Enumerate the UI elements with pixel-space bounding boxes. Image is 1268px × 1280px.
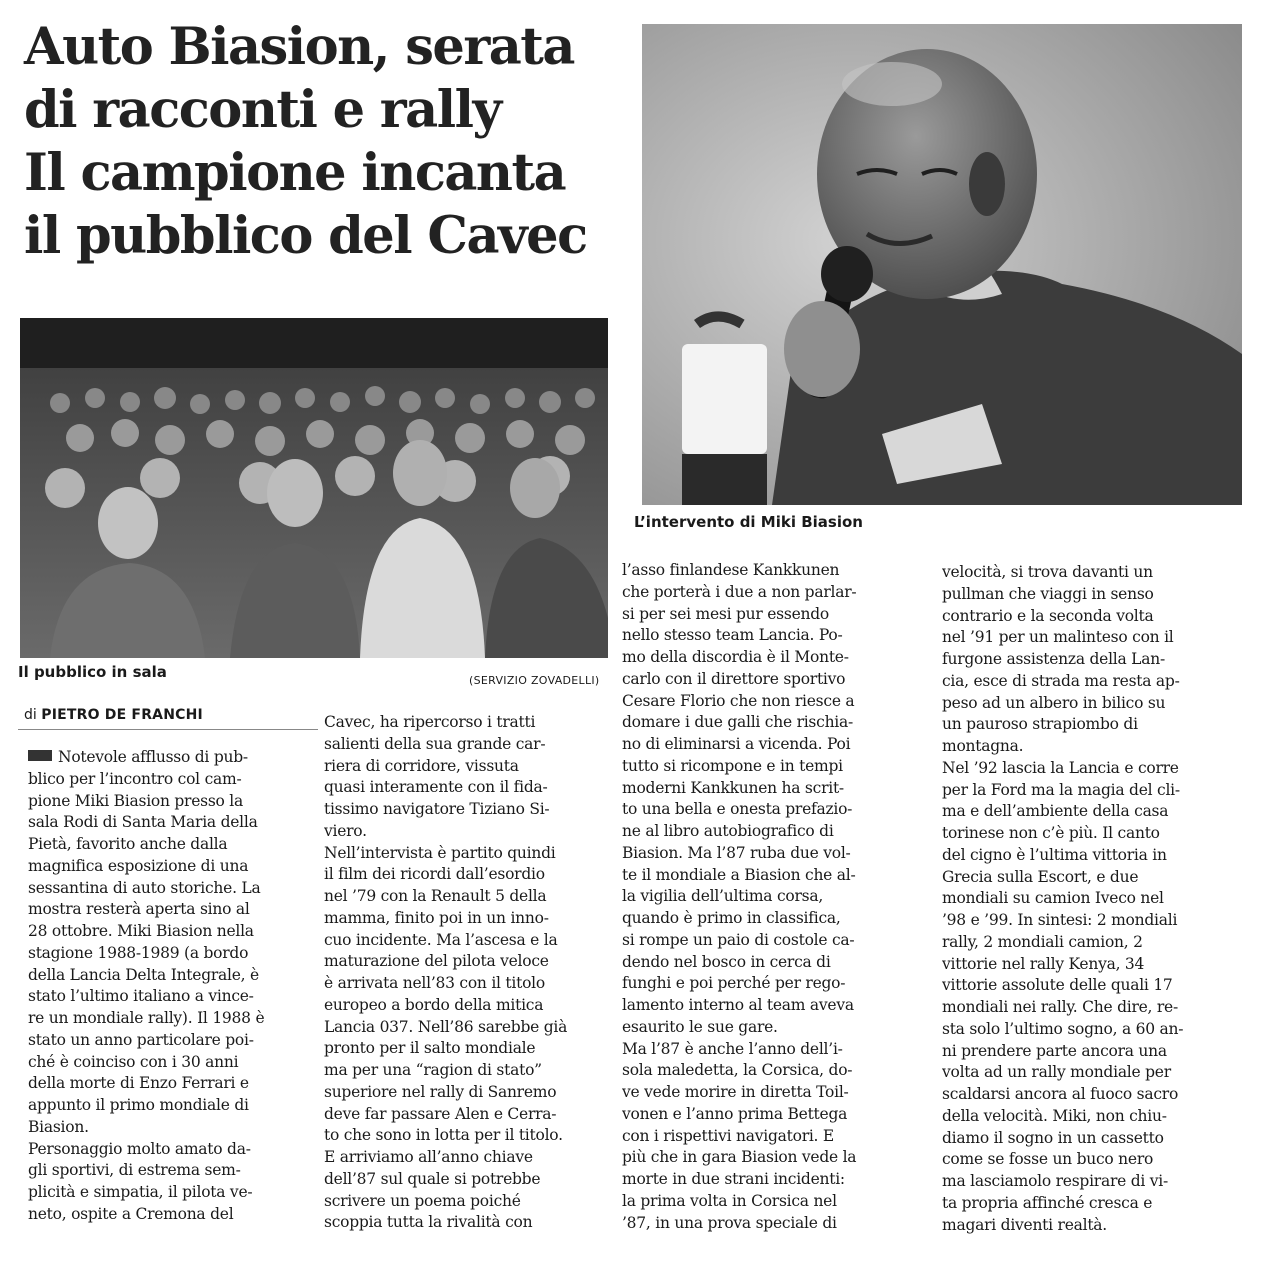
article-line: velocità, si trova davanti un <box>942 563 1153 581</box>
article-line: magari diventi realtà. <box>942 1215 1107 1234</box>
byline <box>24 707 203 723</box>
article-line: che porterà i due a non parlar- <box>622 582 857 601</box>
article-line: stato l’ultimo italiano a vince- <box>28 987 254 1006</box>
article-line: volta ad un rally mondiale per <box>942 1063 1171 1082</box>
article-line: come se fosse un buco nero <box>942 1150 1154 1169</box>
article-line: la vigilia dell’ultima corsa, <box>622 887 824 906</box>
article-line-text: Notevole afflusso di pub- <box>58 748 248 766</box>
article-line: mo della discordia è il Monte- <box>622 648 849 666</box>
article-line: vittorie nel rally Kenya, 34 <box>942 954 1145 973</box>
article-line: Ma l’87 è anche l’anno dell’i- <box>622 1039 843 1058</box>
article-line: Biasion. Ma l’87 ruba due vol- <box>622 843 851 862</box>
article-line: sessantina di auto storiche. La <box>28 878 261 897</box>
speaker-photo-caption: L’intervento di Miki Biasion <box>634 513 863 531</box>
article-line: deve far passare Alen e Cerra- <box>324 1104 557 1123</box>
article-line: della velocità. Miki, non chiu- <box>942 1106 1167 1125</box>
article-line: cuo incidente. Ma l’ascesa e la <box>324 930 558 949</box>
article-line: la prima volta in Corsica nel <box>622 1191 837 1210</box>
article-line: pione Miki Biasion presso la <box>28 791 244 810</box>
article-line: scoppia tutta la rivalità con <box>324 1213 533 1232</box>
article-line: gli sportivi, di estrema sem- <box>28 1161 241 1180</box>
article-line: tutto si ricompone e in tempi <box>622 756 843 775</box>
article-line: Cavec, ha ripercorso i tratti <box>324 713 536 731</box>
article-line: ché è coinciso con i 30 anni <box>28 1052 239 1071</box>
article-line: stagione 1988-1989 (a bordo <box>28 943 249 962</box>
article-line: plicità e simpatia, il pilota ve- <box>28 1183 253 1201</box>
article-line: torinese non c’è più. Il canto <box>942 824 1160 842</box>
paragraph-marker <box>28 750 52 761</box>
article-line: E arriviamo all’anno chiave <box>324 1148 533 1166</box>
article-line: lamento interno al team aveva <box>622 996 854 1014</box>
article-line: Biasion. <box>28 1117 89 1136</box>
byline-prefix: di <box>24 707 37 723</box>
headline-line-3: Il campione incanta <box>24 143 566 203</box>
article-column-1 <box>28 747 296 1226</box>
article-line <box>28 747 296 769</box>
article-line: rally, 2 mondiali camion, 2 <box>942 932 1143 951</box>
article-line: no di eliminarsi a vicenda. Poi <box>622 735 851 753</box>
article-line: cia, esce di strada ma resta ap- <box>942 671 1180 690</box>
article-line: vittorie assolute delle quali 17 <box>942 976 1173 995</box>
article-line: sala Rodi di Santa Maria della <box>28 813 258 832</box>
article-line: morte in due strani incidenti: <box>622 1170 845 1188</box>
article-line: mondiali nei rally. Che dire, re- <box>942 998 1178 1016</box>
article-line: dendo nel bosco in cerca di <box>622 952 831 971</box>
article-column-3 <box>622 560 918 1234</box>
article-line: te il mondiale a Biasion che al- <box>622 865 856 884</box>
article-line: Nel ’92 lascia la Lancia e corre <box>942 758 1179 777</box>
article-line: maturazione del pilota veloce <box>324 952 549 971</box>
article-line: stato un anno particolare poi- <box>28 1030 254 1049</box>
article-line: un pauroso strapiombo di <box>942 715 1138 734</box>
byline-author: PIETRO DE FRANCHI <box>41 707 203 723</box>
article-line: ’87, in una prova speciale di <box>622 1213 837 1232</box>
headline-line-2: di racconti e rally <box>24 80 501 140</box>
article-line: della morte di Enzo Ferrari e <box>28 1074 249 1093</box>
article-line: moderni Kankkunen ha scrit- <box>622 778 844 797</box>
article-line: quando è primo in classifica, <box>622 909 841 927</box>
article-line: con i rispettivi navigatori. E <box>622 1126 834 1145</box>
article-line: superiore nel rally di Sanremo <box>324 1082 557 1101</box>
article-line: viero. <box>324 821 367 840</box>
article-line: del cigno è l’ultima vittoria in <box>942 845 1167 864</box>
article-line: to una bella e onesta prefazio- <box>622 800 853 819</box>
speaker-photo-image <box>642 24 1242 505</box>
article-line: mamma, finito poi in un inno- <box>324 908 549 927</box>
audience-photo-image <box>20 318 608 658</box>
article-line: vonen e l’anno prima Bettega <box>622 1104 848 1123</box>
article-line: quasi interamente con il fida- <box>324 778 548 797</box>
article-line: ma e dell’ambiente della casa <box>942 802 1169 821</box>
article-line: Pietà, favorito anche dalla <box>28 835 228 853</box>
article-line: domare i due galli che rischia- <box>622 713 853 732</box>
article-line: ma lasciamolo respirare di vi- <box>942 1172 1168 1190</box>
article-line: 28 ottobre. Miki Biasion nella <box>28 922 254 940</box>
article-line: Lancia 037. Nell’86 sarebbe già <box>324 1017 568 1036</box>
article-line: ma per una “ragion di stato” <box>324 1061 542 1079</box>
article-line: si rompe un paio di costole ca- <box>622 930 855 949</box>
article-line: si per sei mesi pur essendo <box>622 604 829 623</box>
article-line: salienti della sua grande car- <box>324 734 546 753</box>
headline-line-1: Auto Biasion, serata <box>24 17 574 77</box>
article-line: riera di corridore, vissuta <box>324 756 519 775</box>
article-line: pronto per il salto mondiale <box>324 1039 536 1058</box>
article-line: dell’87 sul quale si potrebbe <box>324 1169 541 1188</box>
byline-rule <box>18 729 318 730</box>
headline <box>24 16 624 268</box>
article-line: furgone assistenza della Lan- <box>942 650 1165 668</box>
article-line: scrivere un poema poiché <box>324 1191 521 1210</box>
article-line: peso ad un albero in bilico su <box>942 693 1166 712</box>
article-line: della Lancia Delta Integrale, è <box>28 965 259 984</box>
article-line: contrario e la seconda volta <box>942 606 1154 625</box>
article-line: il film dei ricordi dall’esordio <box>324 865 545 884</box>
article-line: pullman che viaggi in senso <box>942 584 1154 603</box>
article-line: mondiali su camion Iveco nel <box>942 889 1164 908</box>
article-line: mostra resterà aperta sino al <box>28 900 250 919</box>
article-line: blico per l’incontro col cam- <box>28 769 242 788</box>
article-line: più che in gara Biasion vede la <box>622 1148 857 1167</box>
article-line: ne al libro autobiografico di <box>622 822 834 840</box>
article-column-2 <box>324 712 604 1234</box>
photo-credit: (SERVIZIO ZOVADELLI) <box>469 674 600 687</box>
article-line: magnifica esposizione di una <box>28 856 249 875</box>
article-line: nello stesso team Lancia. Po- <box>622 626 843 645</box>
audience-photo-caption: Il pubblico in sala <box>18 663 167 681</box>
article-line: appunto il primo mondiale di <box>28 1096 249 1114</box>
article-line: Grecia sulla Escort, e due <box>942 867 1139 886</box>
article-line: nel ’79 con la Renault 5 della <box>324 887 547 905</box>
article-line: tissimo navigatore Tiziano Si- <box>324 800 550 818</box>
audience-photo <box>20 318 608 658</box>
article-line: per la Ford ma la magia del cli- <box>942 780 1180 799</box>
article-line: funghi e poi perché per rego- <box>622 974 846 993</box>
article-line: re un mondiale rally). Il 1988 è <box>28 1009 265 1027</box>
article-line: to che sono in lotta per il titolo. <box>324 1126 563 1145</box>
article-line: diamo il sogno in un cassetto <box>942 1128 1164 1147</box>
article-line: scaldarsi ancora al fuoco sacro <box>942 1085 1179 1103</box>
article-line: sola maledetta, la Corsica, do- <box>622 1061 853 1080</box>
article-line: montagna. <box>942 737 1024 755</box>
article-line: carlo con il direttore sportivo <box>622 669 846 688</box>
article-line: neto, ospite a Cremona del <box>28 1204 234 1223</box>
article-line: europeo a bordo della mitica <box>324 995 544 1014</box>
article-line: nel ’91 per un malinteso con il <box>942 628 1174 647</box>
speaker-photo <box>642 24 1242 505</box>
article-line: esaurito le sue gare. <box>622 1017 778 1036</box>
headline-line-4: il pubblico del Cavec <box>24 206 587 266</box>
article-line: ve vede morire in diretta Toil- <box>622 1083 849 1101</box>
article-line: ni prendere parte ancora una <box>942 1041 1167 1060</box>
article-line: Nell’intervista è partito quindi <box>324 843 556 862</box>
article-line: sta solo l’ultimo sogno, a 60 an- <box>942 1019 1184 1038</box>
article-line: l’asso finlandese Kankkunen <box>622 561 840 579</box>
article-line: Cesare Florio che non riesce a <box>622 691 855 710</box>
article-line: è arrivata nell’83 con il titolo <box>324 974 545 992</box>
article-line: ta propria affinché cresca e <box>942 1193 1153 1212</box>
article-line: Personaggio molto amato da- <box>28 1139 251 1158</box>
article-line: ’98 e ’99. In sintesi: 2 mondiali <box>942 911 1178 929</box>
article-column-4 <box>942 562 1230 1236</box>
